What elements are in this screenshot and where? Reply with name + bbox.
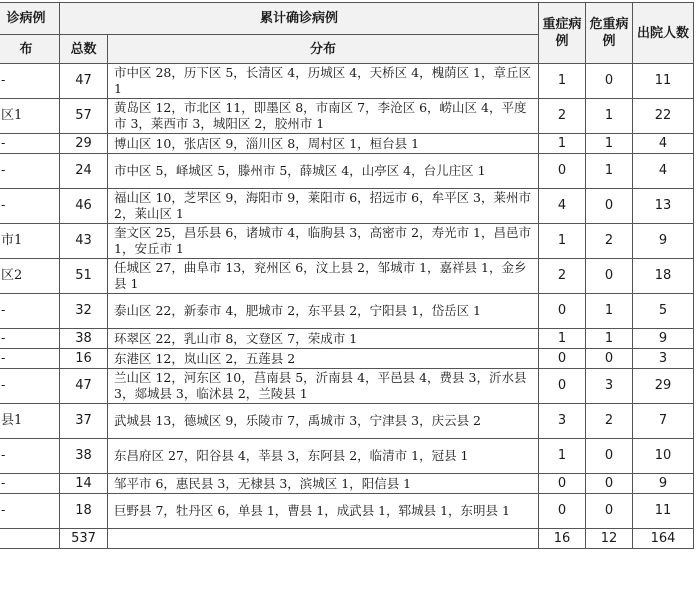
row-critical: 0 <box>586 349 633 369</box>
row-total: 46 <box>60 189 108 224</box>
row-left-cell: 市1 <box>0 224 60 259</box>
row-severe: 1 <box>539 224 586 259</box>
row-discharged: 3 <box>633 349 694 369</box>
row-discharged: 11 <box>633 64 694 99</box>
row-severe: 4 <box>539 189 586 224</box>
row-left-cell: - <box>0 294 60 329</box>
row-distribution: 黄岛区 12，市北区 11，即墨区 8，市南区 7，李沧区 6，崂山区 4，平度市 3，莱西市 3，城阳区 2，胶州市 1 <box>108 99 539 134</box>
table-row <box>0 329 694 349</box>
row-distribution: 武城县 13，德城区 9，乐陵市 7，禹城市 3，宁津县 3，庆云县 2 <box>108 404 539 439</box>
totals-critical: 12 <box>586 529 633 549</box>
totals-discharged: 164 <box>633 529 694 549</box>
row-severe: 0 <box>539 494 586 529</box>
row-left-cell: - <box>0 154 60 189</box>
table-row <box>0 189 694 224</box>
header-total: 总数 <box>60 35 108 64</box>
row-discharged: 18 <box>633 259 694 294</box>
header-cumulative-cases: 累计确诊病例 <box>60 3 539 35</box>
row-total: 43 <box>60 224 108 259</box>
row-left-cell: - <box>0 439 60 474</box>
row-critical: 0 <box>586 189 633 224</box>
row-left-cell: - <box>0 349 60 369</box>
row-critical: 1 <box>586 134 633 154</box>
table-row <box>0 64 694 99</box>
row-critical: 0 <box>586 259 633 294</box>
row-distribution: 邹平市 6，惠民县 3，无棣县 3，滨城区 1，阳信县 1 <box>108 474 539 494</box>
row-critical: 1 <box>586 294 633 329</box>
totals-severe: 16 <box>539 529 586 549</box>
row-left-cell: 区1 <box>0 99 60 134</box>
row-distribution: 兰山区 12，河东区 10，莒南县 5，沂南县 4，平邑县 4，费县 3，沂水县 3，郯城县 3，临沭县 2，兰陵县 1 <box>108 369 539 404</box>
row-left-cell: 县1 <box>0 404 60 439</box>
row-critical: 0 <box>586 439 633 474</box>
row-left-cell: - <box>0 329 60 349</box>
totals-distribution <box>108 529 539 549</box>
row-critical: 1 <box>586 329 633 349</box>
row-discharged: 29 <box>633 369 694 404</box>
row-discharged: 4 <box>633 154 694 189</box>
row-left-cell: 区2 <box>0 259 60 294</box>
row-total: 47 <box>60 369 108 404</box>
row-severe: 1 <box>539 64 586 99</box>
table-row <box>0 474 694 494</box>
row-left-cell: - <box>0 134 60 154</box>
row-critical: 2 <box>586 404 633 439</box>
row-distribution: 泰山区 22，新泰市 4，肥城市 2，东平县 2，宁阳县 1，岱岳区 1 <box>108 294 539 329</box>
row-severe: 1 <box>539 329 586 349</box>
header-confirmed-cases: 诊病例 <box>0 3 60 35</box>
cumulative-cases-table <box>0 2 694 549</box>
table-row <box>0 349 694 369</box>
table-row <box>0 224 694 259</box>
row-discharged: 11 <box>633 494 694 529</box>
row-left-cell: - <box>0 474 60 494</box>
row-total: 14 <box>60 474 108 494</box>
row-total: 16 <box>60 349 108 369</box>
row-severe: 0 <box>539 369 586 404</box>
row-total: 32 <box>60 294 108 329</box>
row-severe: 0 <box>539 474 586 494</box>
header-discharged: 出院人数 <box>633 3 694 64</box>
table-row <box>0 404 694 439</box>
header-critical-cases: 危重病例 <box>586 3 633 64</box>
row-discharged: 9 <box>633 474 694 494</box>
row-discharged: 5 <box>633 294 694 329</box>
table-row <box>0 294 694 329</box>
row-total: 51 <box>60 259 108 294</box>
row-distribution: 奎文区 25，昌乐县 6，诸城市 4，临朐县 3，高密市 2，寿光市 1，昌邑市 1，安丘市 1 <box>108 224 539 259</box>
totals-row <box>0 529 694 549</box>
row-distribution: 博山区 10，张店区 9，淄川区 8，周村区 1，桓台县 1 <box>108 134 539 154</box>
row-critical: 3 <box>586 369 633 404</box>
header-distribution-left: 布 <box>0 35 60 64</box>
case-table-page <box>0 2 694 549</box>
table-row <box>0 494 694 529</box>
row-distribution: 市中区 5，峄城区 5，滕州市 5，薛城区 4，山亭区 4，台儿庄区 1 <box>108 154 539 189</box>
row-total: 57 <box>60 99 108 134</box>
row-severe: 0 <box>539 349 586 369</box>
row-distribution: 福山区 10，芝罘区 9，海阳市 9，莱阳市 6，招远市 6，牟平区 3，莱州市 2，莱山区 1 <box>108 189 539 224</box>
row-total: 37 <box>60 404 108 439</box>
row-severe: 1 <box>539 134 586 154</box>
row-discharged: 9 <box>633 224 694 259</box>
row-severe: 2 <box>539 99 586 134</box>
row-severe: 3 <box>539 404 586 439</box>
row-discharged: 13 <box>633 189 694 224</box>
row-distribution: 东港区 12，岚山区 2，五莲县 2 <box>108 349 539 369</box>
row-total: 18 <box>60 494 108 529</box>
row-discharged: 22 <box>633 99 694 134</box>
row-discharged: 9 <box>633 329 694 349</box>
row-critical: 1 <box>586 99 633 134</box>
row-distribution: 巨野县 7，牡丹区 6，单县 1，曹县 1，成武县 1，郓城县 1，东明县 1 <box>108 494 539 529</box>
row-left-cell: - <box>0 189 60 224</box>
row-critical: 0 <box>586 494 633 529</box>
row-distribution: 环翠区 22，乳山市 8，文登区 7，荣成市 1 <box>108 329 539 349</box>
row-critical: 1 <box>586 154 633 189</box>
row-distribution: 市中区 28，历下区 5，长清区 4，历城区 4，天桥区 4，槐荫区 1，章丘区 1 <box>108 64 539 99</box>
row-distribution: 东昌府区 27，阳谷县 4，莘县 3，东阿县 2，临清市 1，冠县 1 <box>108 439 539 474</box>
row-severe: 2 <box>539 259 586 294</box>
table-row <box>0 134 694 154</box>
row-total: 47 <box>60 64 108 99</box>
header-distribution: 分布 <box>108 35 539 64</box>
totals-total: 537 <box>60 529 108 549</box>
row-discharged: 7 <box>633 404 694 439</box>
row-left-cell: - <box>0 64 60 99</box>
row-distribution: 任城区 27，曲阜市 13，兖州区 6，汶上县 2，邹城市 1，嘉祥县 1，金乡县 1 <box>108 259 539 294</box>
row-discharged: 10 <box>633 439 694 474</box>
table-row <box>0 154 694 189</box>
row-left-cell: - <box>0 369 60 404</box>
row-severe: 1 <box>539 439 586 474</box>
row-severe: 0 <box>539 154 586 189</box>
table-row <box>0 369 694 404</box>
table-row <box>0 99 694 134</box>
row-total: 24 <box>60 154 108 189</box>
row-critical: 0 <box>586 64 633 99</box>
totals-left-cell <box>0 529 60 549</box>
row-total: 38 <box>60 439 108 474</box>
row-total: 29 <box>60 134 108 154</box>
header-severe-cases: 重症病例 <box>539 3 586 64</box>
row-critical: 2 <box>586 224 633 259</box>
table-row <box>0 259 694 294</box>
row-critical: 0 <box>586 474 633 494</box>
row-severe: 0 <box>539 294 586 329</box>
row-total: 38 <box>60 329 108 349</box>
table-row <box>0 439 694 474</box>
row-left-cell: - <box>0 494 60 529</box>
row-discharged: 4 <box>633 134 694 154</box>
